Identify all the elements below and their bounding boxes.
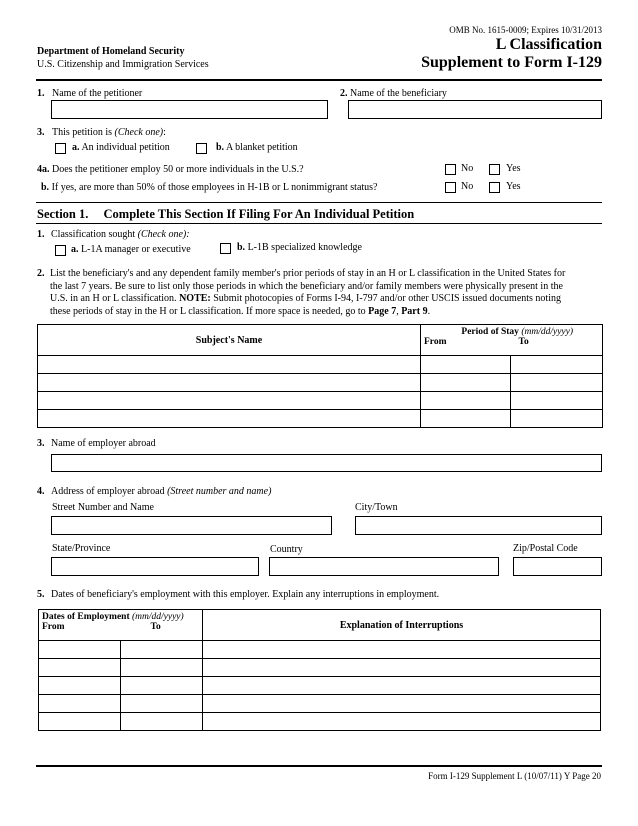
- question-number: 5.: [37, 589, 45, 600]
- question-number: b.: [41, 182, 50, 193]
- street-input[interactable]: [51, 516, 332, 535]
- table-row: [39, 677, 601, 695]
- to-header: To: [150, 622, 161, 632]
- period-header-hint: (mm/dd/yyyy): [521, 327, 574, 337]
- from-date-cell[interactable]: [39, 713, 121, 731]
- question-number: 1.: [37, 88, 45, 99]
- to-date-cell[interactable]: [121, 695, 203, 713]
- blanket-petition-label: [216, 142, 298, 153]
- section-divider: [36, 223, 602, 224]
- from-date-cell[interactable]: [421, 392, 511, 410]
- subject-name-header: Subject's Name: [38, 325, 421, 356]
- footer-text: Form I-129 Supplement L (10/07/11) Y Page 20: [428, 771, 601, 781]
- section-divider: [36, 202, 602, 203]
- table-row: [38, 356, 603, 374]
- yes-label: Yes: [506, 181, 521, 192]
- instruction-text: Submit photocopies of Forms I-94, I-797 and/or other USCIS issued documents noting: [213, 293, 561, 304]
- question-hint: (Check one):: [137, 229, 190, 240]
- explanation-cell[interactable]: [203, 695, 601, 713]
- question-number: 2.: [37, 268, 45, 279]
- street-label: Street Number and Name: [52, 502, 154, 513]
- subject-name-cell[interactable]: [38, 410, 421, 428]
- question-label: Name of the beneficiary: [350, 88, 447, 99]
- individual-petition-checkbox[interactable]: [55, 143, 66, 154]
- individual-petition-label: [72, 142, 170, 153]
- question-number: 4a.: [37, 164, 50, 175]
- punctuation: ,: [396, 305, 399, 317]
- subject-name-cell[interactable]: [38, 392, 421, 410]
- prior-stay-instructions: [50, 268, 610, 318]
- question-hint: (Check one): [114, 127, 164, 138]
- to-date-cell[interactable]: [511, 392, 603, 410]
- l1a-checkbox[interactable]: [55, 245, 66, 256]
- instruction-line: [50, 306, 610, 319]
- page-reference: Page 7: [368, 305, 397, 317]
- instruction-text: these periods of stay in the H or L classification. If more space is needed, go to: [50, 305, 366, 317]
- subject-name-cell[interactable]: [38, 374, 421, 392]
- employer-abroad-question: [37, 438, 156, 449]
- employ-50-yes-checkbox[interactable]: [489, 164, 500, 175]
- section-1-heading: [37, 207, 414, 222]
- question-number: 3.: [37, 127, 45, 138]
- option-key: b.: [216, 142, 225, 153]
- omb-number: OMB No. 1615-0009; Expires 10/31/2013: [449, 25, 602, 35]
- question-label: If yes, are more than 50% of those employees in H-1B or L nonimmigrant status?: [51, 182, 378, 193]
- l1a-label: [71, 244, 191, 255]
- instruction-line: the last 7 years. Be sure to list only those periods in which the beneficiary and/or family members were physically present in the: [50, 280, 563, 292]
- l1b-checkbox[interactable]: [220, 243, 231, 254]
- note-label: NOTE:: [179, 293, 211, 304]
- no-label: No: [461, 181, 474, 192]
- question-label: Name of the petitioner: [52, 88, 143, 99]
- beneficiary-name-input[interactable]: [348, 100, 602, 119]
- table-row: [38, 374, 603, 392]
- classification-question: [37, 229, 190, 240]
- punctuation: .: [427, 305, 431, 317]
- from-date-cell[interactable]: [39, 677, 121, 695]
- to-date-cell[interactable]: [511, 374, 603, 392]
- form-title: L Classification: [495, 36, 602, 53]
- period-header-label: Period of Stay: [461, 327, 519, 337]
- question-label: Dates of beneficiary's employment with this employer. Explain any interruptions in employment.: [51, 589, 440, 600]
- question-colon: :: [163, 127, 166, 138]
- to-date-cell[interactable]: [121, 677, 203, 695]
- to-header: To: [518, 337, 529, 347]
- explanation-cell[interactable]: [203, 677, 601, 695]
- section-number: Section 1.: [37, 207, 89, 221]
- question-label: This petition is: [52, 127, 112, 138]
- instruction-line: [50, 293, 610, 306]
- from-header: From: [424, 337, 447, 347]
- subject-name-cell[interactable]: [38, 356, 421, 374]
- employer-abroad-input[interactable]: [51, 454, 602, 472]
- question-label: Address of employer abroad: [51, 486, 165, 497]
- employ-50-question: [37, 164, 304, 175]
- dates-header-hint: (mm/dd/yyyy): [131, 612, 184, 622]
- footer-divider: [36, 765, 602, 767]
- country-input[interactable]: [269, 557, 499, 576]
- employment-dates-question: [37, 589, 439, 600]
- from-date-cell[interactable]: [39, 641, 121, 659]
- table-row: [38, 410, 603, 428]
- to-date-cell[interactable]: [511, 410, 603, 428]
- blanket-petition-checkbox[interactable]: [196, 143, 207, 154]
- from-date-cell[interactable]: [39, 659, 121, 677]
- question-number: 4.: [37, 486, 45, 497]
- beneficiary-question: [340, 88, 447, 99]
- instruction-text: U.S. in an H or L classification.: [50, 293, 177, 304]
- period-of-stay-table: [37, 324, 603, 428]
- to-date-cell[interactable]: [121, 659, 203, 677]
- state-label: State/Province: [52, 543, 111, 554]
- yes-label: Yes: [506, 163, 521, 174]
- city-label: City/Town: [355, 502, 398, 513]
- instruction-line: List the beneficiary's and any dependent family member's prior periods of stay in an H or L classification in the United States for: [50, 268, 566, 279]
- to-date-cell[interactable]: [121, 713, 203, 731]
- from-date-cell[interactable]: [39, 695, 121, 713]
- option-text: A blanket petition: [226, 142, 298, 153]
- from-header: From: [42, 622, 65, 632]
- employer-address-question: [37, 486, 271, 497]
- question-label: Classification sought: [51, 229, 136, 240]
- question-number: 2.: [340, 88, 348, 99]
- question-label: Name of employer abroad: [51, 438, 156, 449]
- city-input[interactable]: [355, 516, 602, 535]
- from-date-cell[interactable]: [421, 374, 511, 392]
- explanation-cell[interactable]: [203, 713, 601, 731]
- form-subtitle: Supplement to Form I-129: [421, 54, 602, 71]
- h1b-percentage-yes-checkbox[interactable]: [489, 182, 500, 193]
- period-of-stay-header: [421, 325, 603, 356]
- l1b-label: [237, 242, 362, 253]
- table-row: [39, 659, 601, 677]
- option-key: a.: [72, 142, 80, 153]
- option-key: a.: [71, 244, 79, 255]
- no-label: No: [461, 163, 474, 174]
- question-label: Does the petitioner employ 50 or more individuals in the U.S.?: [52, 164, 304, 175]
- option-text: An individual petition: [81, 142, 170, 153]
- petitioner-name-input[interactable]: [51, 100, 328, 119]
- option-key: b.: [237, 242, 246, 253]
- zip-input[interactable]: [513, 557, 602, 576]
- dates-of-employment-header: [39, 610, 203, 641]
- header-divider: [36, 79, 602, 81]
- to-date-cell[interactable]: [511, 356, 603, 374]
- explanation-cell[interactable]: [203, 641, 601, 659]
- table-row: [39, 713, 601, 731]
- table-row: [39, 641, 601, 659]
- department-name: Department of Homeland Security: [37, 46, 185, 57]
- question-number: 1.: [37, 229, 45, 240]
- h1b-percentage-question: [41, 182, 378, 193]
- table-row: [38, 392, 603, 410]
- question-number: 3.: [37, 438, 45, 449]
- from-date-cell[interactable]: [421, 356, 511, 374]
- from-date-cell[interactable]: [421, 410, 511, 428]
- agency-name: U.S. Citizenship and Immigration Services: [37, 59, 209, 70]
- option-text: L-1B specialized knowledge: [247, 242, 362, 253]
- part-reference: Part 9: [401, 305, 428, 317]
- country-label: Country: [270, 544, 303, 555]
- explanation-cell[interactable]: [203, 659, 601, 677]
- section-title: Complete This Section If Filing For An Individual Petition: [103, 207, 415, 221]
- h1b-percentage-no-checkbox[interactable]: [445, 182, 456, 193]
- employment-table: [38, 609, 601, 731]
- explanation-header: Explanation of Interruptions: [203, 610, 601, 641]
- employ-50-no-checkbox[interactable]: [445, 164, 456, 175]
- option-text: L-1A manager or executive: [81, 244, 191, 255]
- zip-label: Zip/Postal Code: [513, 543, 578, 554]
- state-input[interactable]: [51, 557, 259, 576]
- dates-header-label: Dates of Employment: [42, 612, 130, 622]
- petition-type-question: [37, 127, 166, 138]
- petitioner-question: [37, 88, 142, 99]
- question-hint: (Street number and name): [167, 486, 272, 497]
- table-row: [39, 695, 601, 713]
- to-date-cell[interactable]: [121, 641, 203, 659]
